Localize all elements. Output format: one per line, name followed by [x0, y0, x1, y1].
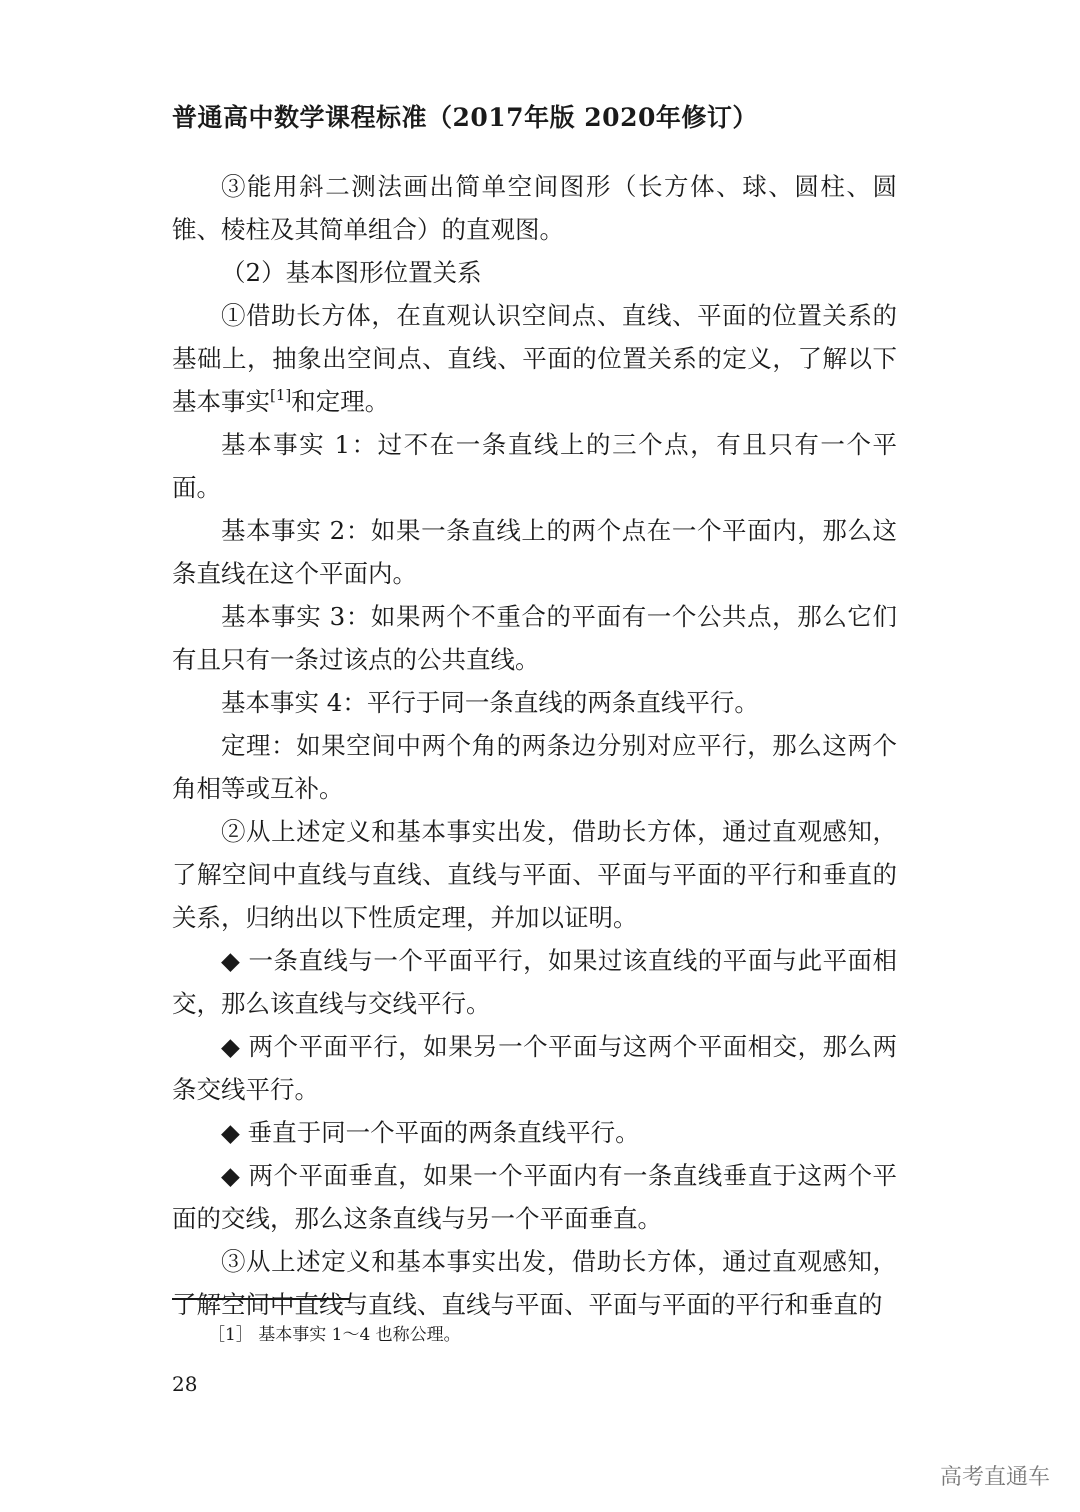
footnote-divider: [172, 1298, 350, 1300]
page-number: 28: [172, 1372, 198, 1396]
property-theorem-3: ◆ 垂直于同一个平面的两条直线平行。: [221, 1118, 640, 1147]
footnote-reference[interactable]: [1]: [270, 386, 292, 404]
paragraph-basic-facts-intro-tail: 和定理。: [291, 387, 390, 416]
basic-fact-3: 基本事实 3：如果两个不重合的平面有一个公共点，那么它们有且只有一条过该点的公共直线。: [172, 602, 897, 674]
paragraph-basic-facts-intro: [172, 294, 897, 423]
property-theorem-1: ◆ 一条直线与一个平面平行，如果过该直线的平面与此平面相交，那么该直线与交线平行。: [172, 946, 897, 1018]
theorem-angles: 定理：如果空间中两个角的两条边分别对应平行，那么这两个角相等或互补。: [172, 731, 897, 803]
basic-fact-1: 基本事实 1：过不在一条直线上的三个点，有且只有一个平面。: [172, 430, 897, 502]
body-text: [172, 165, 897, 1326]
footnote-text: ［1］ 基本事实 1～4 也称公理。: [208, 1325, 461, 1345]
property-theorem-2: ◆ 两个平面平行，如果另一个平面与这两个平面相交，那么两条交线平行。: [172, 1032, 897, 1104]
paragraph-parallel-perpendicular: ②从上述定义和基本事实出发，借助长方体，通过直观感知，了解空间中直线与直线、直线与平面、平面与平面的平行和垂直的关系，归纳出以下性质定理，并加以证明。: [172, 817, 897, 932]
watermark-text: 高考直通车: [940, 1465, 1051, 1490]
page-header-title: 普通高中数学课程标准（2017年版 2020年修订）: [172, 103, 758, 132]
section-heading-positional-relations: （2）基本图形位置关系: [221, 258, 482, 287]
paragraph-oblique-drawing: ③能用斜二测法画出简单空间图形（长方体、球、圆柱、圆锥、棱柱及其简单组合）的直观图。: [172, 172, 897, 244]
property-theorem-4: ◆ 两个平面垂直，如果一个平面内有一条直线垂直于这两个平面的交线，那么这条直线与另一个平面垂直。: [172, 1161, 897, 1233]
paragraph-basic-facts-intro-text: ①借助长方体，在直观认识空间点、直线、平面的位置关系的基础上，抽象出空间点、直线、平面的位置关系的定义，了解以下基本事实: [172, 301, 897, 416]
basic-fact-2: 基本事实 2：如果一条直线上的两个点在一个平面内，那么这条直线在这个平面内。: [172, 516, 897, 588]
paragraph-determination: ③从上述定义和基本事实出发，借助长方体，通过直观感知，了解空间中直线与直线、直线与平面、平面与平面的平行和垂直的: [172, 1247, 897, 1319]
basic-fact-4: 基本事实 4：平行于同一条直线的两条直线平行。: [221, 688, 759, 717]
